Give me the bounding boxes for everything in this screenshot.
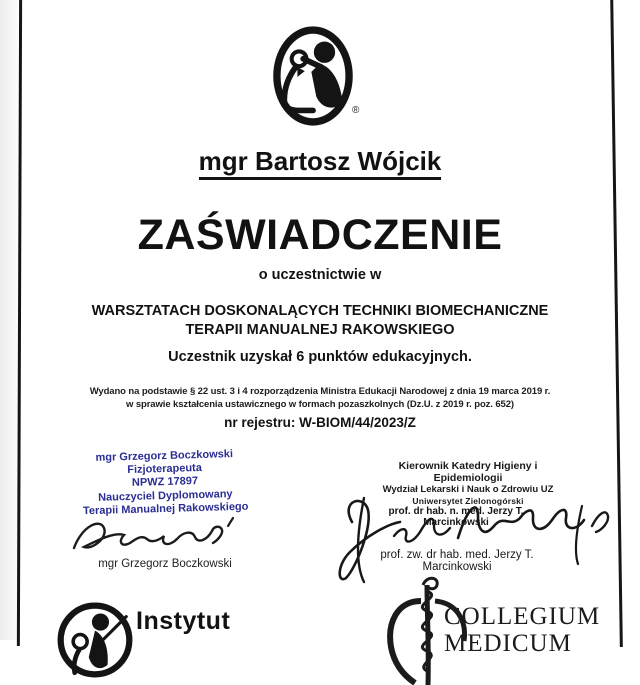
left-signatory-printed-name: mgr Grzegorz Boczkowski: [98, 558, 232, 570]
workshop-title-line1: WARSZTATACH DOSKONALĄCYCH TECHNIKI BIOMECHANICZNE: [91, 303, 549, 319]
education-points-line: Uczestnik uzyskał 6 punktów edukacyjnych.: [168, 349, 472, 365]
legal-basis: [0, 386, 640, 411]
workshop-title-line2: TERAPII MANUALNEJ RAKOWSKIEGO: [185, 322, 455, 338]
registry-number: nr rejestru: W-BIOM/44/2023/Z: [224, 415, 416, 430]
stamp-line: NPWZ 17897: [131, 475, 199, 490]
stamp-line: mgr Grzegorz Boczkowski: [95, 448, 234, 464]
workshop-title: [0, 302, 640, 340]
legal-basis-line1: Wydano na podstawie § 22 ust. 3 i 4 rozporządzenia Ministra Edukacji Narodowej z dnia 19 marca 2019 r.: [89, 386, 551, 397]
stamp-line: Nauczyciel Dyplomowany: [97, 487, 233, 504]
collegium-medicum-wordmark: [444, 603, 634, 657]
left-signature-handwriting: [66, 510, 238, 556]
left-signatory-stamp: [71, 447, 259, 518]
right-header-line3: Uniwersytet Zielonogórski: [412, 495, 524, 506]
legal-basis-line2: w sprawie kształcenia ustawicznego w formach pozaszkolnych (Dz.U. z 2019 r. poz. 652): [126, 398, 514, 410]
recipient-name: mgr Bartosz Wójcik: [0, 146, 640, 177]
institute-footer-logo-icon: [56, 601, 134, 679]
certificate-title: ZAŚWIADCZENIE: [137, 211, 503, 259]
institute-footer-label: Instytut: [136, 607, 231, 635]
therapy-institute-logo-icon: [272, 24, 354, 128]
registered-trademark-icon: ®: [352, 105, 360, 116]
right-header-line1: Kierownik Katedry Higieny i Epidemiologii: [398, 460, 538, 484]
right-header-line2: Wydział Lekarski i Nauk o Zdrowiu UZ: [382, 484, 554, 495]
right-signatory-printed-name: prof. zw. dr hab. med. Jerzy T. Marcinkowski: [380, 549, 534, 573]
collegium-line2: MEDICUM: [444, 630, 572, 657]
stamp-line: Terapii Manualnej Rakowskiego: [82, 500, 249, 518]
right-signatory-stamp-name: prof. dr hab. n. med. Jerzy T. Marcinkowski: [388, 506, 524, 528]
collegium-line1: COLLEGIUM: [444, 603, 601, 630]
stamp-line: Fizjoterapeuta: [127, 462, 203, 477]
certificate-subtitle: o uczestnictwie w: [258, 267, 382, 283]
